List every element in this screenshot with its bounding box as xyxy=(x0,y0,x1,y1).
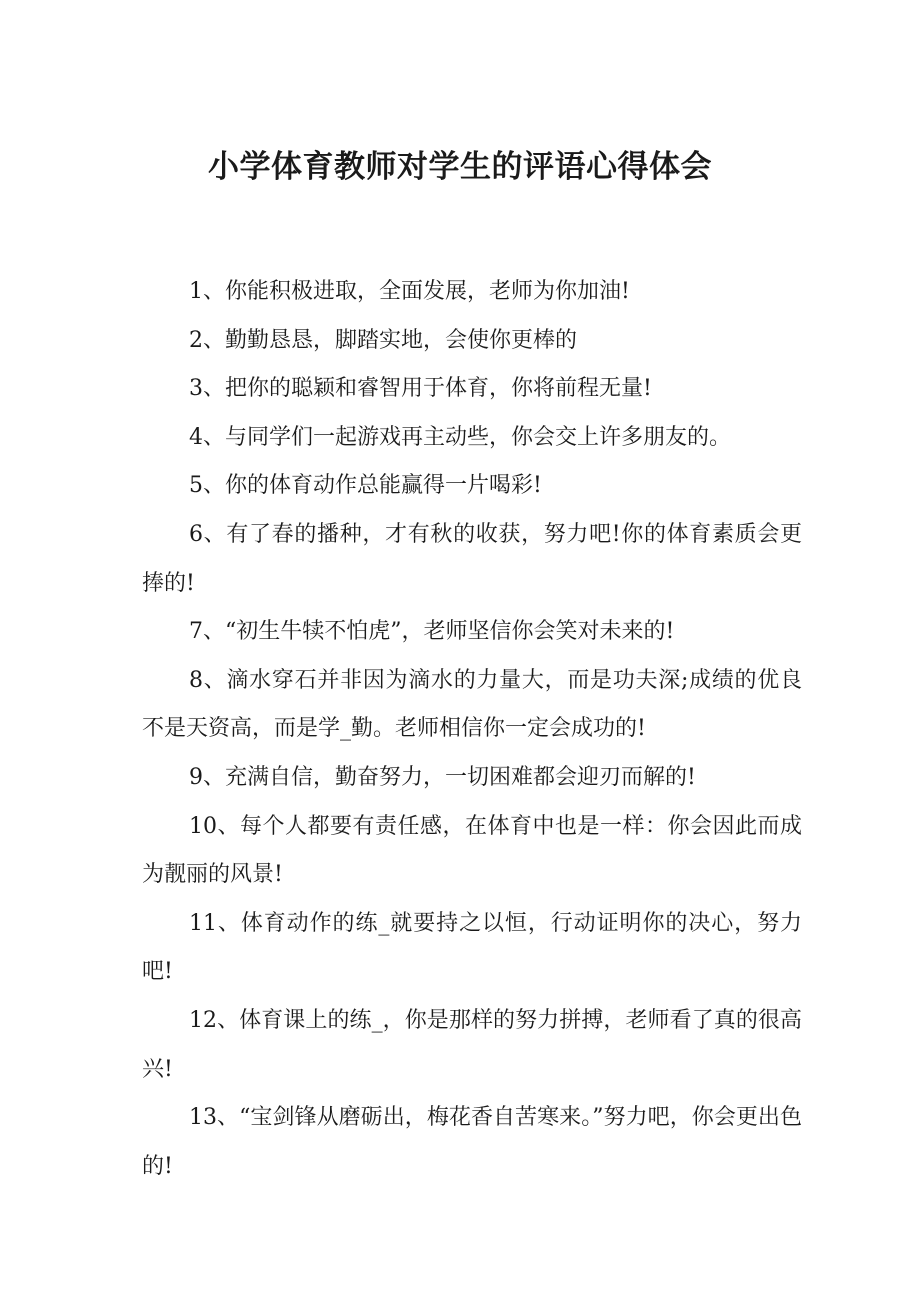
paragraph-5: 5、你的体育动作总能赢得一片喝彩! xyxy=(189,473,542,499)
paragraph-8: 8、滴水穿石并非因为滴水的力量大，而是功夫深;成绩的优良不是天资高，而是学_勤。老师相信你一定会成功的! xyxy=(142,667,802,742)
paragraph-10: 10、每个人都要有责任感，在体育中也是一样：你会因此而成为靓丽的风景! xyxy=(142,813,802,888)
paragraph-4: 4、与同学们一起游戏再主动些，你会交上许多朋友的。 xyxy=(189,424,731,450)
paragraph-13: 13、“宝剑锋从磨砺出，梅花香自苦寒来。”努力吧，你会更出色的! xyxy=(142,1105,802,1179)
paragraph-6: 6、有了春的播种，才有秋的收获，努力吧!你的体育素质会更捧的! xyxy=(142,521,802,596)
paragraph-3: 3、把你的聪颖和睿智用于体育，你将前程无量! xyxy=(189,376,652,402)
paragraph-1: 1、你能积极进取，全面发展，老师为你加油! xyxy=(189,279,630,304)
paragraph-7: 7、“初生牛犊不怕虎”，老师坚信你会笑对未来的! xyxy=(189,619,675,645)
paragraph-9: 9、充满自信，勤奋努力，一切困难都会迎刃而解的! xyxy=(189,764,696,790)
paragraph-2: 2、勤勤恳恳，脚踏实地，会使你更棒的 xyxy=(189,327,577,353)
paragraph-12: 12、体育课上的练_，你是那样的努力拼搏，老师看了真的很高兴! xyxy=(142,1007,802,1082)
document-title: 小学体育教师对学生的评语心得体会 xyxy=(208,149,712,185)
paragraph-11: 11、体育动作的练_就要持之以恒，行动证明你的决心，努力吧! xyxy=(142,910,802,985)
document-body xyxy=(142,268,802,1191)
